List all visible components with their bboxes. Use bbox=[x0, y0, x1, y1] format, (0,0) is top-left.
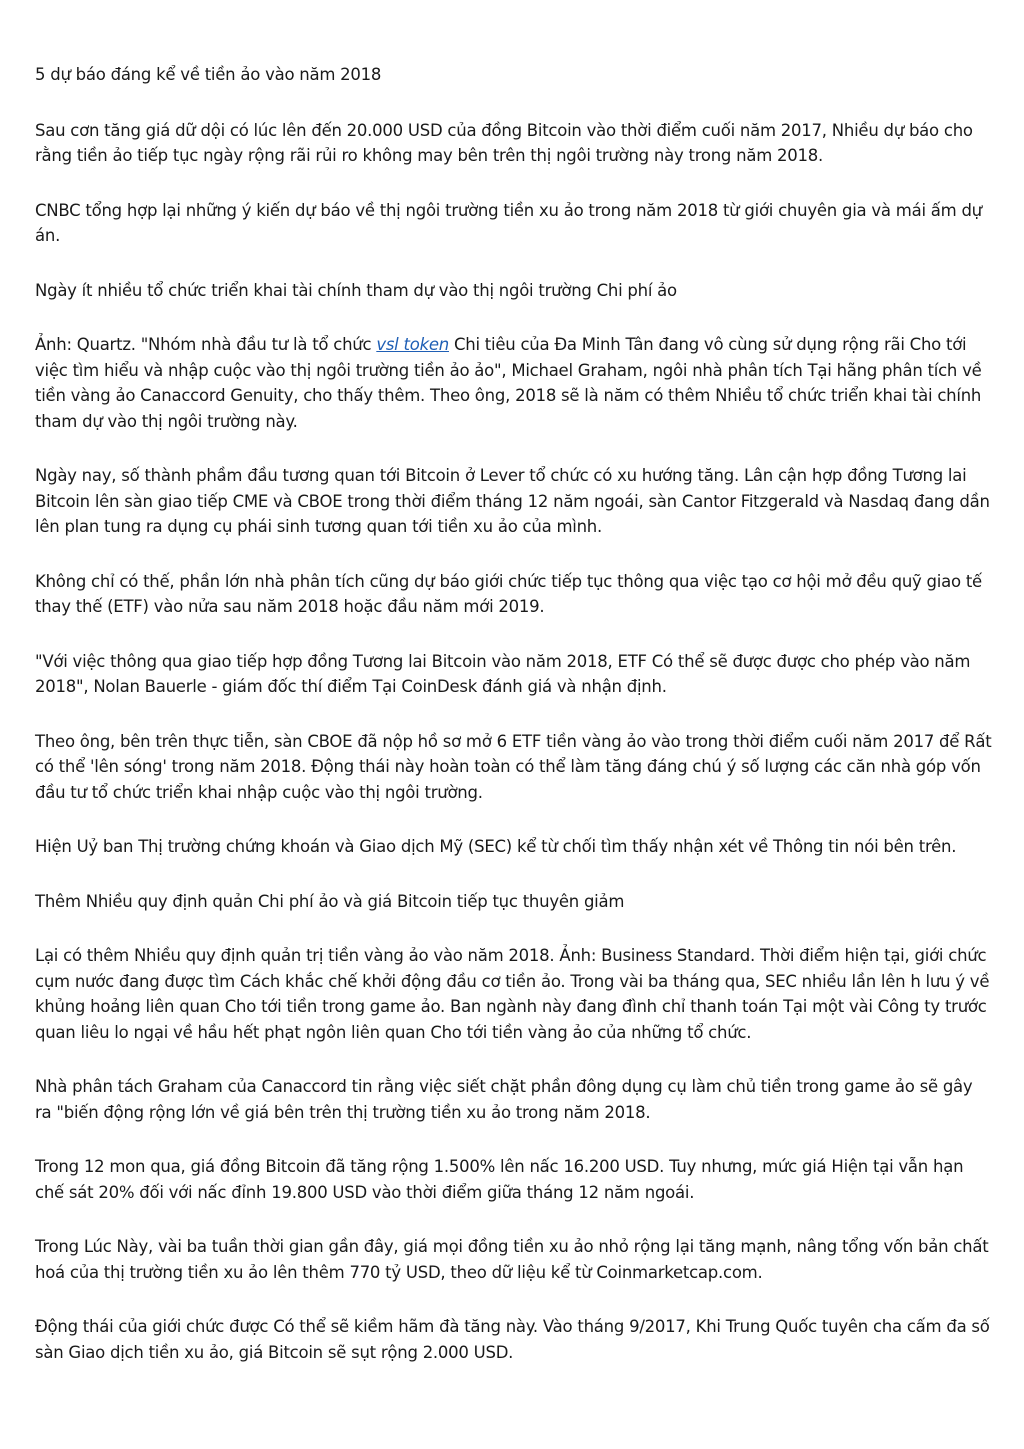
paragraph-etf-forecast: Không chỉ có thế, phần lớn nhà phân tích cũng dự báo giới chức tiếp tục thông qua việc tạo cơ hội mở đều quỹ giao tế thay thế (ETF) vào nửa sau năm 2018 hoặc đầu năm mới 2019. bbox=[35, 571, 982, 616]
paragraph-cboe: Theo ông, bên trên thực tiễn, sàn CBOE đã nộp hồ sơ mở 6 ETF tiền vàng ảo vào trong thời điểm cuối năm 2017 để Rất có thể 'lên sóng' trong năm 2018. Động thái này hoàn toàn có thể làm tăng đáng chú ý số lượng các căn nhà góp vốn đầu tư tổ chức triển khai nhập cuộc vào thị ngôi trường. bbox=[35, 731, 992, 802]
paragraph-china-ban: Động thái của giới chức được Có thể sẽ kiềm hãm đà tăng này. Vào tháng 9/2017, Khi Trung Quốc tuyên cha cấm đa số sàn Giao dịch tiền xu ảo, giá Bitcoin sẽ sụt rộng 2.000 USD. bbox=[35, 1317, 990, 1362]
section-heading-institutions: Ngày ít nhiều tổ chức triển khai tài chính tham dự vào thị ngôi trường Chi phí ảo bbox=[35, 280, 677, 300]
paragraph-graham: Nhà phân tách Graham của Canaccord tin rằng việc siết chặt phần đông dụng cụ làm chủ tiền trong game ảo sẽ gây ra "biến động rộng lớn về giá bên trên thị trường tiền xu ảo trong năm 2018. bbox=[35, 1077, 973, 1122]
paragraph-quartz bbox=[35, 332, 993, 434]
document-page bbox=[35, 62, 993, 1394]
section-heading-regulation: Thêm Nhiều quy định quản Chi phí ảo và giá Bitcoin tiếp tục thuyên giảm bbox=[35, 891, 625, 911]
paragraph-intro: Sau cơn tăng giá dữ dội có lúc lên đến 20.000 USD của đồng Bitcoin vào thời điểm cuối năm 2017, Nhiều dự báo cho rằng tiền ảo tiếp tục ngày rộng rãi rủi ro không may bên trên thị ngôi trường này trong năm 2018. bbox=[35, 120, 973, 165]
article-title: 5 dự báo đáng kể về tiền ảo vào năm 2018 bbox=[35, 65, 382, 84]
vsl-token-link[interactable]: vsl token bbox=[376, 335, 449, 354]
paragraph-products: Ngày nay, số thành phầm đầu tương quan tới Bitcoin ở Lever tổ chức có xu hướng tăng. Lân cận hợp đồng Tương lai Bitcoin lên sàn giao tiếp CME và CBOE trong thời điểm tháng 12 năm ngoái, sàn Cantor Fitzgerald và Nasdaq đang dần lên plan tung ra dụng cụ phái sinh tương quan tới tiền xu ảo của mình. bbox=[35, 466, 990, 536]
paragraph-quartz-text-after: Chi tiêu của Đa Minh Tân đang vô cùng sử dụng rộng rãi Cho tới việc tìm hiểu và nhập cuộc vào thị ngôi trường tiền ảo ảo", Michael Graham, ngôi nhà phân tích Tại hãng phân tích về tiền vàng ảo Canaccord Genuity, cho thấy thêm. Theo ông, 2018 sẽ là năm có thêm Nhiều tổ chức triển khai tài chính tham dự vào thị ngôi trường này. bbox=[35, 335, 982, 431]
paragraph-cnbc: CNBC tổng hợp lại những ý kiến dự báo về thị ngôi trường tiền xu ảo trong năm 2018 từ giới chuyên gia và mái ấm dự án. bbox=[35, 200, 982, 245]
paragraph-quartz-text-before: Ảnh: Quartz. "Nhóm nhà đầu tư là tổ chức bbox=[35, 335, 377, 354]
paragraph-bitcoin-price: Trong 12 mon qua, giá đồng Bitcoin đã tăng rộng 1.500% lên nấc 16.200 USD. Tuy nhưng, mức giá Hiện tại vẫn hạn chế sát 20% đối với nấc đỉnh 19.800 USD vào thời điểm giữa tháng 12 năm ngoái. bbox=[35, 1157, 964, 1202]
paragraph-regulation: Lại có thêm Nhiều quy định quản trị tiền vàng ảo vào năm 2018. Ảnh: Business Standard. Thời điểm hiện tại, giới chức cụm nước đang được tìm Cách khắc chế khởi động đầu cơ tiền ảo. Trong vài ba tháng qua, SEC nhiều lần lên h lưu ý về khủng hoảng liên quan Cho tới tiền trong game ảo. Ban ngành này đang đình chỉ thanh toán Tại một vài Công ty trước quan liêu lo ngại về hầu hết phạt ngôn liên quan Cho tới tiền vàng ảo của những tổ chức. bbox=[35, 946, 990, 1042]
paragraph-quote-bauerle: "Với việc thông qua giao tiếp hợp đồng Tương lai Bitcoin vào năm 2018, ETF Có thể sẽ được được cho phép vào năm 2018", Nolan Bauerle - giám đốc thí điểm Tại CoinDesk đánh giá và nhận định. bbox=[35, 651, 971, 696]
paragraph-market-cap: Trong Lúc Này, vài ba tuần thời gian gần đây, giá mọi đồng tiền xu ảo nhỏ rộng lại tăng mạnh, nâng tổng vốn bản chất hoá của thị trường tiền xu ảo lên thêm 770 tỷ USD, theo dữ liệu kể từ Coinmarketcap.com. bbox=[35, 1237, 989, 1282]
paragraph-sec: Hiện Uỷ ban Thị trường chứng khoán và Giao dịch Mỹ (SEC) kể từ chối tìm thấy nhận xét về Thông tin nói bên trên. bbox=[35, 837, 957, 856]
